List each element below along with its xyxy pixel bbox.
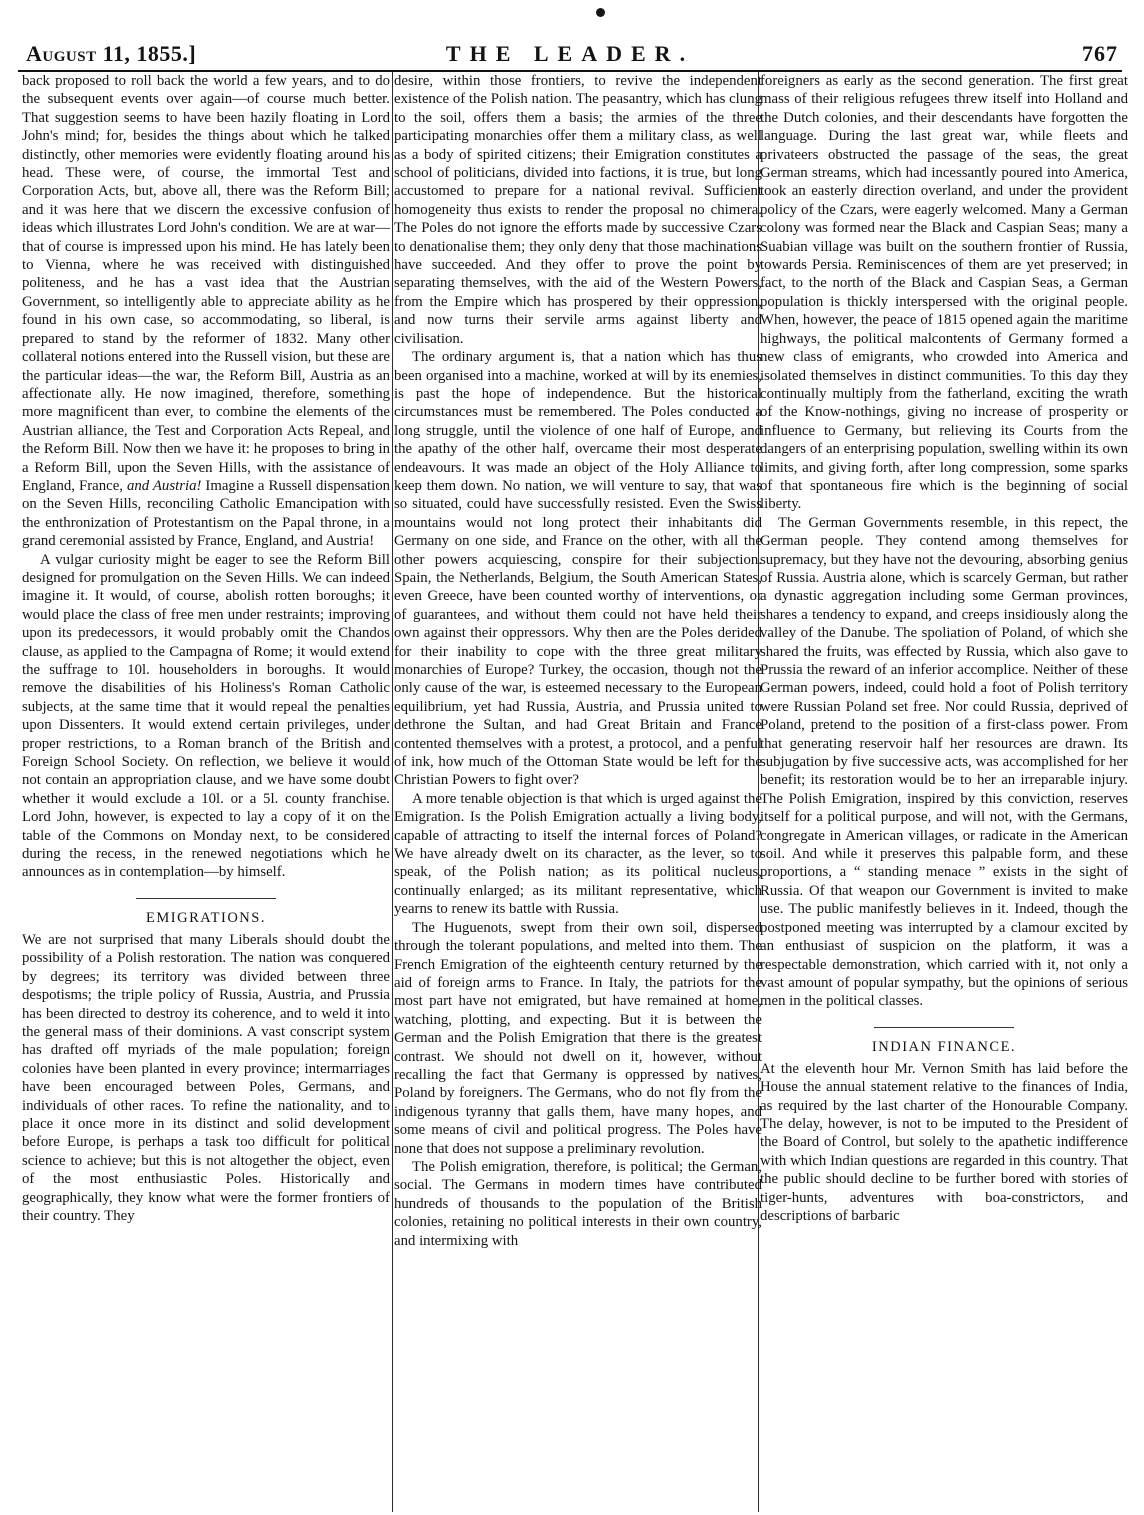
column-middle (394, 72, 762, 1512)
article-paragraph: A vulgar curiosity might be eager to see the Reform Bill designed for promulgation on the Seven Hills. We can indeed imagine it. It would, of course, abolish rotten boroughs; it would place the class of free men under restraints; improving upon its predecessors, it would probably omit the Chandos clause, as applied to the Campagna of Rome; it would extend the suffrage to 10l. householders in boroughs. It would remove the disabilities of his Holiness's Roman Catholic subjects, at the same time that it would repeal the penalties upon Dissenters. It would extend certain privileges, under proper restrictions, to a Roman branch of the British and Foreign School Society. On reflection, we believe it would not contain an appropriation clause, and we have some doubt whether it would exclude a 10l. or a 5l. county franchise. Lord John, however, is expected to lay a copy of it on the table of the Commons on Monday next, to be considered during the recess, in the renewed negotiations which he announces as in contemplation—by himself. (22, 551, 390, 881)
article-paragraph: The Polish emigration, therefore, is political; the German, social. The Germans in modern times have contributed hundreds of thousands to the population of the British colonies, retaining no political interests in their own country, and intermixing with (394, 1158, 762, 1249)
newspaper-page (18, 0, 1128, 1515)
section-heading-indian-finance: INDIAN FINANCE. (871, 1038, 1017, 1055)
ink-dot-mark (596, 8, 605, 17)
article-paragraph: foreigners as early as the second generation. The first great mass of their religious refugees threw itself into Holland and the Dutch colonies, and their descendants have forgotten the language. During the last great war, while fleets and privateers obstructed the passage of the seas, the great German streams, which had incessantly poured into America, took an easterly direction overland, and under the provident policy of the Czars, were eagerly welcomed. Many a German colony was formed near the Black and Caspian Seas; many a Suabian village was built on the southern frontier of Russia, towards Persia. Reminiscences of them are yet preserved; in fact, to the north of the Black and Caspian Seas, a German population is thickly interspersed with the original people. When, however, the peace of 1815 opened again the maritime highways, the political malcontents of Germany formed a new class of emigrants, who crowded into America and isolated themselves in distinct communities. To this day they continually multiply from the fatherland, exciting the wrath of the Know-nothings, giving no increase of prosperity or influence to Germany, but relieving its Courts from the dangers of an enterprising population, swelling within its own limits, and giving forth, after long compression, some sparks of that spontaneous fire which is the beginning of social liberty. (760, 73, 1128, 513)
section-divider (874, 1027, 1014, 1028)
section-divider (136, 898, 276, 899)
article-paragraph: The ordinary argument is, that a nation which has thus been organised into a machine, worked at will by its enemies, is past the hope of independence. But the historical circumstances must be remembered. The Poles conducted a long struggle, until the violence of one half of Europe, and the apathy of the other half, overcame their most desperate endeavours. It was made an object of the Holy Alliance to keep them down. No nation, we will venture to say, that was so situated, could have successfully resisted. Even the Swiss mountains would not long protect their inhabitants did Germany on one side, and France on the other, with all the other powers acquiescing, conspire for their subjection. Spain, the Netherlands, Belgium, the South American States, even Greece, have been counted worthy of interventions, or of guarantees, and without them could not have held their own against their oppressors. Why then are the Poles derided for their inability to cope with the three great military monarchies of Europe? Turkey, the occasion, though not the only cause of the war, is esteemed necessary to the European equilibrium, yet had Russia, Austria, and Prussia united to dethrone the Sultan, and had Great Britain and France contented themselves with a protest, a protocol, and a penful of ink, how much of the Ottoman State would be left for the Christian Powers to fight over? (394, 349, 762, 789)
paragraph-italic-text: and Austria! (126, 477, 202, 494)
article-paragraph: The German Governments resemble, in this repect, the German people. They contend among themselves for supremacy, but they have not the devouring, absorbing genius of Russia. Austria alone, which is scarcely German, but rather a dynastic aggregation including some German provinces, shares a tendency to expand, and creeps insidiously along the valley of the Danube. The spoliation of Poland, of which she shared the fruits, was effected by Russia, which also gave to Prussia the reward of an inferior accomplice. Neither of these German powers, indeed, could hold a foot of Polish territory were Russian Poland set free. Nor could Russia, deprived of Poland, pretend to the position of a first-class power. From that generating reservoir half her resources are drawn. Its subjugation by five successive acts, was accomplished for her benefit; its restoration would be to her an irreparable injury. The Polish Emigration, inspired by this conviction, reserves itself for a political purpose, and will not, with the Germans, congregate in American villages, or radicate in the American soil. And while it preserves this palpable form, and these proportions, a “ standing menace ” exists in the sight of Russia. Of that weapon our Government is invited to make use. The public manifestly believes in it. Indeed, though the postponed meeting was interrupted by a clamour excited by an enthusiast of suspicion on the platform, it was a respectable demonstration, which carried with it, not only a vast amount of popular sympathy, but the opinions of serious men in the political classes. (760, 514, 1128, 1010)
column-right (760, 72, 1128, 1512)
masthead (18, 36, 1122, 72)
article-paragraph (22, 72, 390, 551)
page-number: 767 (1082, 41, 1118, 66)
newspaper-title: THE LEADER. (445, 41, 695, 66)
section-heading-emigrations: EMIGRATIONS. (146, 909, 266, 926)
article-paragraph: desire, within those frontiers, to revive the independent existence of the Polish nation. The peasantry, which has clung to the soil, offers them a basis; the armies of the three participating monarchies offer them a military class, as well as a body of spirited citizens; their Emigration constitutes a school of politicians, divided into factions, it is true, but long accustomed to prepare for a national revival. Sufficient homogeneity thus exists to render the proposal no chimera. The Poles do not ignore the efforts made by successive Czars to denationalise them; they only deny that those machinations have succeeded. And they offer to prove the point by separating themselves, with the aid of the Western Powers, from the Empire which has prospered by their oppression, and now turns their servile arms against liberty and civilisation. (394, 73, 762, 347)
article-paragraph: At the eleventh hour Mr. Vernon Smith has laid before the House the annual statement relative to the finances of India, as required by the last charter of the Honourable Company. The delay, however, is not to be imputed to the President of the Board of Control, but solely to the apathetic indifference with which Indian questions are regarded in this country. That the public should decline to be further bored with stories of tiger-hunts, adventures with boa-constrictors, and descriptions of barbaric (760, 1060, 1128, 1224)
column-divider (392, 72, 393, 1512)
article-paragraph: We are not surprised that many Liberals should doubt the possibility of a Polish restoration. The nation was conquered by degrees; its territory was divided between three despotisms; the triple policy of Russia, Austria, and Prussia has been directed to destroy its coherence, and to weld it into the general mass of their dominions. A vast conscript system has drafted off myriads of the male population; foreign colonies have been planted in every province; intermarriages have been encouraged between Poles, Germans, and individuals of other races. To refine the nationality, and to place it once more in its distinct and solid development before Europe, is perhaps a task too difficult for political science to achieve; but this is not altogether the object, even of the most enthusiastic Poles. Historically and geographically, they know what were the former frontiers of their country. They (22, 931, 390, 1224)
column-left (22, 72, 390, 1512)
article-paragraph: A more tenable objection is that which is urged against the Emigration. Is the Polish Emigration actually a living body, capable of attracting to itself the internal forces of Poland? We have already dwelt on its character, as the lever, so to speak, of the Polish nation; as its political nucleus, continually enlarged; as its militant representative, which yearns to renew its battle with Russia. (394, 790, 762, 918)
paragraph-text: Imagine a Russell dispensation on the Seven Hills, reconciling Catholic Emancipation with the enthronization of Protestantism on the Papal throne, in a grand ceremonial assisted by France, England, and Austria! (22, 477, 390, 550)
issue-date: August 11, 1855.] (26, 41, 197, 66)
article-paragraph: The Huguenots, swept from their own soil, dispersed through the tolerant populations, and melted into them. The French Emigration of the eighteenth century returned by the aid of foreign arms to France. In Italy, the patriots for the most part have not emigrated, but have remained at home, watching, plotting, and expecting. But it is between the German and the Polish Emigration that there is the greatest contrast. We should not dwell on it, however, without recalling the fact that Germany is oppressed by natives, Poland by foreigners. The Germans, who do not fly from the indigenous tyranny that galls them, have many hopes, and some means of civil and political progress. The Poles have none that does not suppose a preliminary revolution. (394, 919, 762, 1157)
paragraph-text: back proposed to roll back the world a few years, and to do the subsequent events over again—of course much better. That suggestion seems to have been hazily floating in Lord John's mind; for, besides the things about which he talked distinctly, other memories were evidently floating around his head. These were, of course, the immortal Test and Corporation Acts, but, above all, there was the Reform Bill; and it was here that we discern the excessive confusion of ideas which illustrates Lord John's condition. We are at war—that of course is impressed upon his mind. He has lately been to Vienna, where he was received with distinguished politeness, and he has a vast idea that the Austrian Government, so intelligently able to appreciate ability as he found in his own case, so accommodating, so liberal, is prepared to stand by the reformer of 1832. Many other collateral notions entered into the Russell vision, but these are the particular ideas—the war, the Reform Bill, Austria as an affectionate ally. He now imagined, therefore, something more magnificent than ever, to combine the elements of the Austrian alliance, the Test and Corporation Acts Repeal, and the Reform Bill. Now then we have it: he proposes to bring in a Reform Bill, upon the Seven Hills, with the assistance of England, France, (22, 73, 390, 494)
